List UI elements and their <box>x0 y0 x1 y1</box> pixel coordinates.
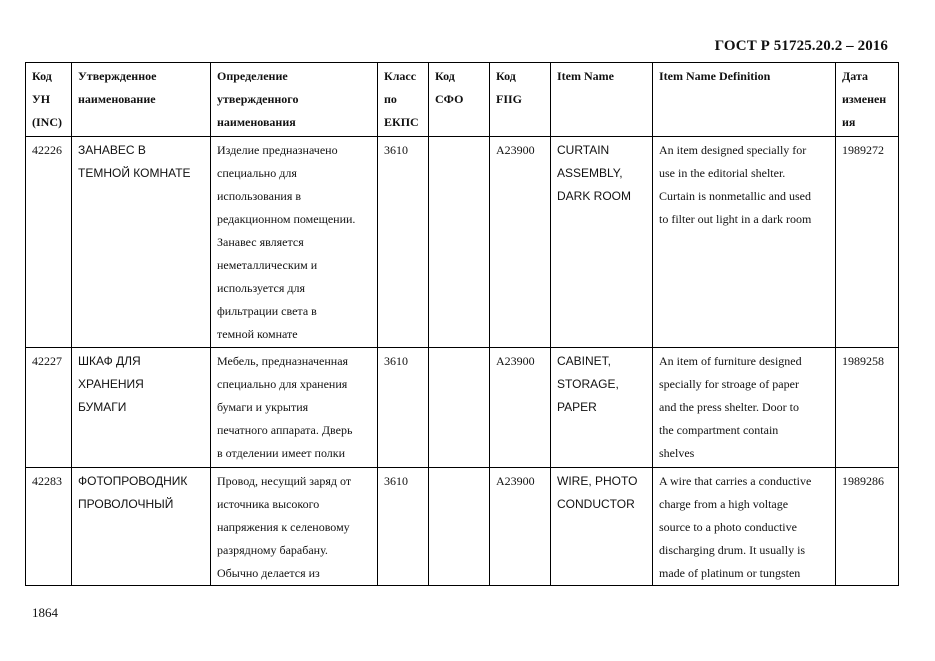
column-header-item-name-definition: Item Name Definition <box>653 63 836 137</box>
cell-inc: 42283 <box>26 468 72 586</box>
cell-sfo-code <box>429 348 490 468</box>
page-number: 1864 <box>32 605 58 620</box>
cell-definition: Мебель, предназначенная специально для хранения бумаги и укрытия печатного аппарата. Дверь в отделении имеет полки <box>211 348 378 468</box>
cell-change-date: 1989286 <box>836 468 899 586</box>
cell-sfo-code <box>429 468 490 586</box>
table-row <box>26 348 899 468</box>
cell-definition: Провод, несущий заряд от источника высокого напряжения к селеновому разрядному барабану. Обычно делается из <box>211 468 378 586</box>
cell-approved-name: ФОТОПРОВОДНИК ПРОВОЛОЧНЫЙ <box>72 468 211 586</box>
cell-inc: 42227 <box>26 348 72 468</box>
cell-change-date: 1989272 <box>836 137 899 348</box>
table-row <box>26 468 899 586</box>
column-header-change-date: Дата изменен ия <box>836 63 899 137</box>
cell-ekps-class: 3610 <box>378 348 429 468</box>
standard-title: ГОСТ Р 51725.20.2 – 2016 <box>714 38 888 54</box>
cell-item-name-definition: An item of furniture designed specially for stroage of paper and the press shelter. Door to the compartment contain shelves <box>653 348 836 468</box>
cell-fiig-code: A23900 <box>490 137 551 348</box>
cell-definition: Изделие предназначено специально для использования в редакционном помещении. Занавес является неметаллическим и используется для фильтрации света в темной комнате <box>211 137 378 348</box>
column-header-inc: Код УН (INC) <box>26 63 72 137</box>
cell-change-date: 1989258 <box>836 348 899 468</box>
column-header-approved-name: Утвержденное наименование <box>72 63 211 137</box>
table-header-row <box>26 63 899 137</box>
cell-item-name-definition: A wire that carries a conductive charge from a high voltage source to a photo conductive discharging drum. It usually is made of platinum or tungsten <box>653 468 836 586</box>
cell-ekps-class: 3610 <box>378 137 429 348</box>
column-header-item-name: Item Name <box>551 63 653 137</box>
table-row <box>26 137 899 348</box>
cell-item-name: WIRE, PHOTO CONDUCTOR <box>551 468 653 586</box>
catalog-table <box>25 62 899 586</box>
cell-inc: 42226 <box>26 137 72 348</box>
cell-item-name: CABINET, STORAGE, PAPER <box>551 348 653 468</box>
cell-item-name: CURTAIN ASSEMBLY, DARK ROOM <box>551 137 653 348</box>
cell-item-name-definition: An item designed specially for use in the editorial shelter. Curtain is nonmetallic and used to filter out light in a dark room <box>653 137 836 348</box>
cell-fiig-code: A23900 <box>490 348 551 468</box>
column-header-ekps-class: Класс по ЕКПС <box>378 63 429 137</box>
column-header-definition: Определение утвержденного наименования <box>211 63 378 137</box>
cell-sfo-code <box>429 137 490 348</box>
cell-ekps-class: 3610 <box>378 468 429 586</box>
cell-approved-name: ЗАНАВЕС В ТЕМНОЙ КОМНАТЕ <box>72 137 211 348</box>
cell-approved-name: ШКАФ ДЛЯ ХРАНЕНИЯ БУМАГИ <box>72 348 211 468</box>
column-header-fiig-code: Код FIIG <box>490 63 551 137</box>
cell-fiig-code: A23900 <box>490 468 551 586</box>
column-header-sfo-code: Код СФО <box>429 63 490 137</box>
